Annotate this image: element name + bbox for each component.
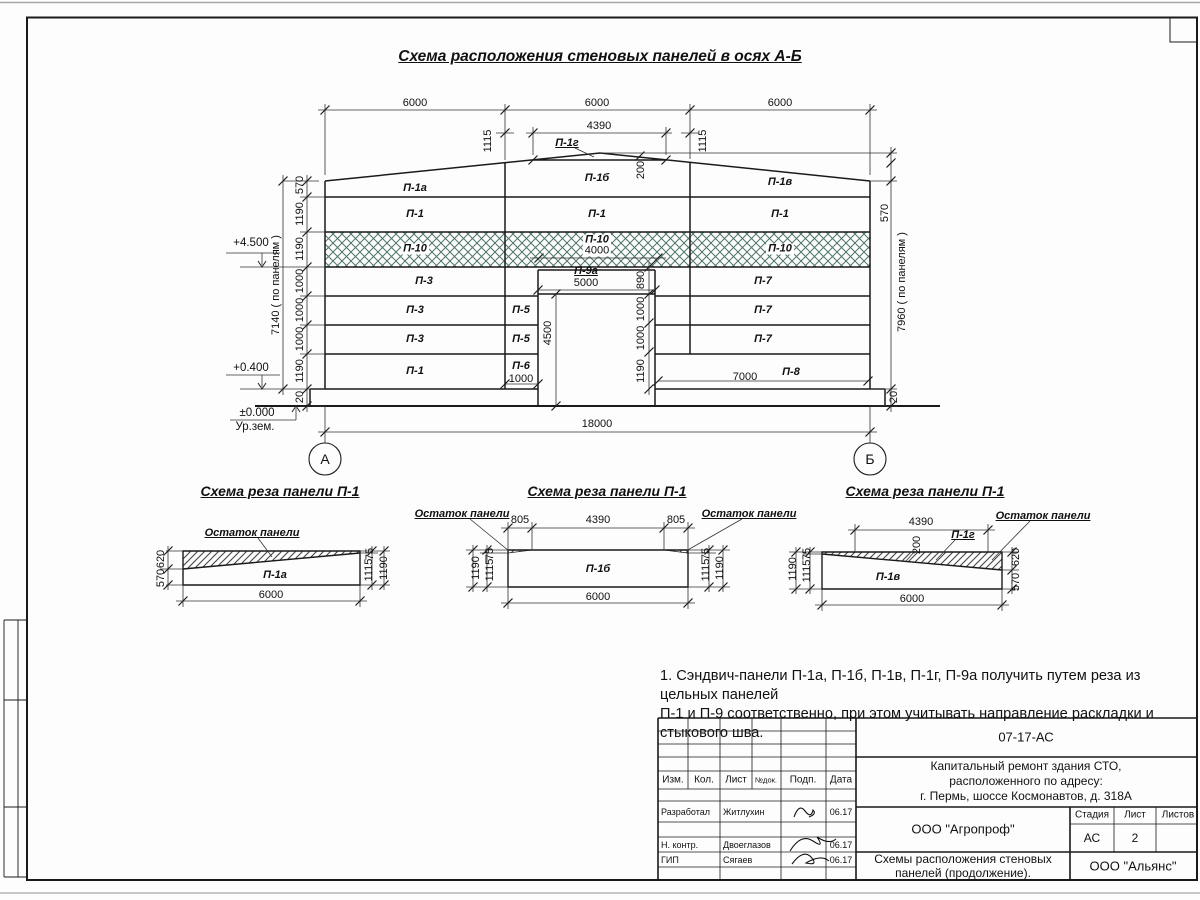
sheet-header: Лист [1124, 809, 1146, 821]
axis-letter: Б [865, 451, 875, 467]
dim-label: 570 [155, 568, 167, 588]
role-date: 06.17 [829, 840, 853, 850]
project-name-line: г. Пермь, шоссе Космонавтов, д. 318А [920, 789, 1132, 803]
panel-label: П-1в [767, 176, 793, 188]
panel-label: П-10 [768, 242, 792, 255]
panel-label: П-1в [875, 571, 901, 583]
role-label: Разработал [661, 807, 710, 817]
dim-label: 75 [484, 547, 496, 561]
dim-label: 1115 [697, 129, 709, 153]
panel-label: П-3 [415, 275, 433, 287]
panel-label: П-1 [771, 208, 789, 220]
axis-letter: А [320, 451, 330, 467]
dim-label: 4500 [542, 320, 554, 346]
dim-label: 1000 [508, 373, 534, 385]
corner-box [1170, 18, 1197, 42]
leader-label: Остаток панели [701, 508, 797, 520]
elevation-mark: +4.500 [233, 237, 269, 249]
role-label: Н. контр. [661, 840, 699, 850]
dim-label: 20 [888, 390, 900, 404]
role-name: Двоеглазов [723, 840, 771, 850]
left-margin-boxes [4, 620, 27, 877]
dim-label: 6000 [402, 97, 428, 109]
dim-label: 75 [700, 547, 712, 561]
dim-label: 1190 [294, 237, 306, 261]
dim-label: 6000 [584, 97, 610, 109]
dim-label: 1115 [801, 559, 813, 583]
dim-label: 570 [879, 203, 891, 223]
col-header-data: Дата [829, 774, 853, 786]
dim-label: 1190 [714, 556, 726, 580]
role-date: 06.17 [829, 807, 853, 817]
col-header-ndok: №док. [755, 775, 777, 785]
dim-label: 6000 [258, 589, 284, 601]
drawing-title: Схема реза панели П-1 [200, 483, 360, 499]
leader-label: П-1г [555, 137, 579, 149]
dim-label: 1000 [294, 297, 306, 323]
role-label: ГИП [661, 855, 679, 865]
panel-label: П-7 [754, 333, 772, 345]
dim-label: 1000 [294, 326, 306, 352]
dim-label: 1190 [378, 556, 390, 580]
elevation-mark: +0.400 [233, 362, 269, 374]
role-name: Сягаев [723, 855, 753, 865]
dim-label: 5000 [573, 277, 599, 289]
col-header-podp: Подп. [789, 774, 817, 786]
leader-label: Остаток панели [414, 508, 510, 520]
panel-label: П-7 [754, 304, 772, 316]
dim-label: 1190 [294, 359, 306, 383]
org-developer: ООО "Агропроф" [911, 821, 1015, 837]
dim-label: 7960 ( по панелям ) [896, 232, 908, 332]
dim-label: 1190 [294, 202, 306, 226]
dim-label: 1000 [635, 296, 647, 322]
signature-1 [794, 808, 814, 817]
panel-label: П-5 [512, 333, 530, 345]
dim-label: 805 [510, 514, 530, 526]
sheets-header: Листов [1161, 809, 1195, 821]
dim-label: 75 [364, 547, 376, 561]
panel-label: П-3 [406, 304, 424, 316]
doc-title-line: панелей (продолжение). [895, 866, 1031, 880]
dim-label: 620 [1010, 547, 1022, 567]
dim-label: 6000 [585, 591, 611, 603]
dim-label: 1115 [700, 558, 712, 582]
doc-code: 07-17-АС [998, 729, 1054, 745]
stage-header: Стадия [1074, 809, 1110, 821]
doc-title-line: Схемы расположения стеновых [874, 852, 1052, 866]
panel-label: П-7 [754, 275, 772, 287]
note-block [660, 667, 1200, 743]
dim-label: 7140 ( по панелям ) [270, 235, 282, 335]
note-line: П-1 и П-9 соответственно, при этом учитывать направление раскладки и стыкового шва. [660, 706, 1154, 741]
leader-label: П-1г [951, 529, 975, 541]
dim-label: 20 [294, 390, 306, 404]
dim-label: 4390 [585, 514, 611, 526]
role-name: Житлухин [723, 807, 765, 817]
signature-3 [792, 854, 829, 864]
dim-label: 75 [801, 547, 813, 561]
panel-label: П-1 [406, 208, 424, 220]
dim-label: 1115 [482, 129, 494, 153]
panel-label: П-10 [403, 242, 427, 255]
dim-label: 200 [635, 160, 647, 180]
col-header-kol: Кол. [694, 774, 714, 786]
project-name-line: расположенного по адресу: [949, 774, 1103, 788]
panel-label: П-10 [585, 233, 609, 246]
dim-label: 4390 [586, 120, 612, 132]
col-header-izm: Изм. [662, 774, 684, 786]
dim-label: 6000 [767, 97, 793, 109]
panel-label: П-1а [263, 569, 287, 581]
drawing-title: Схема реза панели П-1 [527, 483, 687, 499]
dim-label: 1115 [363, 558, 375, 582]
main-drawing-title: Схема расположения стеновых панелей в осях А-Б [398, 48, 802, 65]
dim-label: 570 [294, 175, 306, 195]
dim-label: 4000 [584, 244, 610, 257]
dim-label: 1000 [294, 268, 306, 294]
note-line: 1. Сэндвич-панели П-1а, П-1б, П-1в, П-1г, П-9а получить путем реза из цельных панелей [660, 668, 1141, 703]
dim-label: 570 [1010, 572, 1022, 592]
org-customer: ООО "Альянс" [1089, 858, 1177, 874]
dim-label: 1000 [635, 325, 647, 351]
elevation-mark: ±0.000 [239, 407, 275, 419]
panel-label: П-1 [406, 365, 424, 377]
panel-label: П-3 [406, 333, 424, 345]
col-header-list: Лист [725, 774, 747, 786]
panel-label: П-1а [403, 182, 427, 194]
leader-label: П-9а [574, 265, 598, 277]
panel-label: П-1б [584, 172, 610, 184]
project-name-line: Капитальный ремонт здания СТО, [930, 759, 1122, 773]
stage-value: АС [1083, 831, 1101, 845]
dim-label: 890 [635, 270, 647, 290]
sheet-number: 2 [1131, 831, 1139, 845]
dim-label: 6000 [899, 593, 925, 605]
dim-label: 1190 [470, 556, 482, 580]
panel-label: П-1 [588, 208, 606, 220]
dim-label: 805 [666, 514, 686, 526]
panel-label: П-5 [512, 304, 530, 316]
panel-label: П-1б [585, 563, 611, 575]
panel-label: П-8 [782, 366, 800, 378]
dim-label: 1190 [635, 359, 647, 383]
dim-label: 620 [155, 549, 167, 569]
role-date: 06.17 [829, 855, 853, 865]
dim-label: 7000 [732, 371, 758, 383]
sheet-frame [27, 18, 1197, 881]
dim-label: 1115 [484, 558, 496, 582]
leader-label: Остаток панели [204, 527, 300, 539]
elevation-mark: Ур.зем. [235, 421, 275, 433]
dim-label: 200 [911, 535, 923, 555]
leader-label: Остаток панели [995, 510, 1091, 522]
dim-label: 18000 [581, 418, 613, 430]
dim-label: 1190 [787, 557, 799, 581]
drawing-title: Схема реза панели П-1 [845, 483, 1005, 499]
dim-label: 4390 [908, 516, 934, 528]
panel-label: П-6 [512, 360, 530, 372]
